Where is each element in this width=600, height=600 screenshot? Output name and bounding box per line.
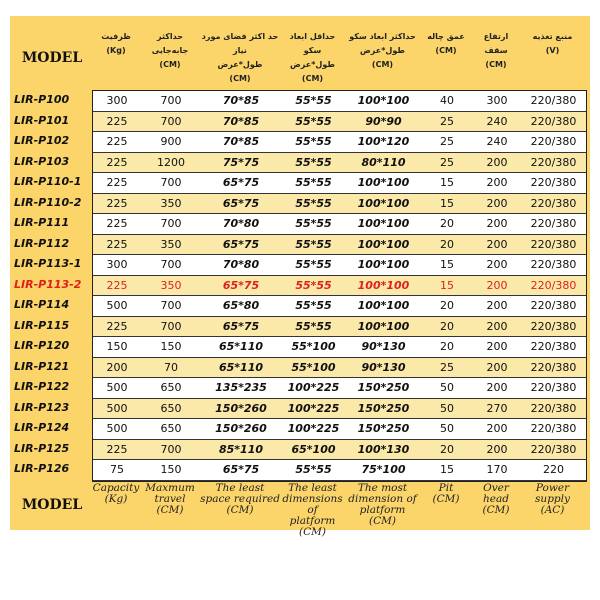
model-name: LIR-P110-2 (14, 195, 82, 209)
spec-table-body (92, 90, 587, 482)
cell-power: 220/380 (530, 319, 577, 333)
cell-pit: 20 (440, 299, 454, 313)
cell-travel: 700 (160, 319, 182, 333)
cell-pit: 20 (440, 319, 454, 333)
cell-travel: 150 (160, 463, 182, 477)
footer-line: dimension of (348, 493, 417, 505)
cell-power: 220/380 (530, 381, 577, 395)
header-col-min_plat (280, 30, 345, 86)
model-name: LIR-P125 (14, 441, 70, 455)
header-unit: (V) (545, 46, 560, 55)
header-title: حداکثر جابه‌جایی (151, 32, 189, 55)
cell-cap: 300 (106, 94, 128, 107)
cell-space: 85*110 (218, 442, 264, 456)
cell-min_plat: 55*55 (295, 94, 332, 107)
footer-line: (CM) (369, 515, 396, 527)
cell-space: 65*75 (222, 319, 260, 333)
model-header-label: MODEL (21, 50, 83, 66)
footer-col-space (200, 483, 280, 516)
footer-line: platform (289, 515, 336, 527)
model-name: LIR-P126 (14, 462, 70, 476)
footer-line: Pit (438, 482, 454, 494)
footer-line: dimensions of (282, 493, 343, 516)
table-row (93, 460, 586, 481)
cell-max_plat: 100*120 (357, 135, 410, 149)
table-row (93, 296, 586, 317)
table-row (93, 440, 586, 461)
cell-overhead: 200 (486, 340, 508, 354)
cell-travel: 700 (160, 94, 182, 107)
cell-max_plat: 75*100 (361, 463, 406, 477)
table-row (93, 235, 586, 256)
header-col-pit (420, 30, 472, 58)
cell-travel: 350 (160, 237, 182, 251)
cell-cap: 225 (106, 135, 128, 149)
cell-power: 220/380 (530, 196, 577, 210)
cell-space: 65*110 (218, 360, 264, 374)
cell-power: 220/380 (530, 217, 577, 231)
cell-power: 220/380 (530, 155, 577, 169)
table-row (93, 91, 586, 112)
cell-min_plat: 55*55 (295, 278, 332, 292)
cell-space: 65*75 (222, 278, 260, 292)
model-name: LIR-P111 (14, 216, 70, 230)
cell-cap: 200 (106, 360, 128, 374)
cell-overhead: 200 (486, 360, 508, 374)
table-row (93, 378, 586, 399)
header-unit: (CM) (435, 46, 457, 55)
header-col-overhead (472, 30, 520, 72)
cell-power: 220/380 (530, 422, 577, 436)
cell-pit: 25 (440, 155, 454, 169)
cell-cap: 225 (106, 237, 128, 251)
cell-pit: 50 (440, 401, 454, 415)
cell-overhead: 200 (486, 422, 508, 436)
table-row (93, 194, 586, 215)
cell-power: 220/380 (530, 299, 577, 313)
cell-cap: 225 (106, 176, 128, 190)
model-name: LIR-P123 (14, 400, 70, 414)
model-name: LIR-P124 (14, 421, 70, 435)
header-title: حداکثر ابعاد سکو (349, 32, 416, 41)
model-name: LIR-P113-2 (14, 277, 82, 291)
cell-max_plat: 80*110 (361, 155, 406, 169)
cell-power: 220/380 (530, 94, 577, 107)
footer-line: (Kg) (104, 493, 128, 505)
header-title: ظرفیت (101, 32, 131, 41)
cell-pit: 20 (440, 340, 454, 354)
header-unit: (CM) (229, 74, 251, 83)
cell-min_plat: 100*225 (287, 401, 340, 415)
cell-max_plat: 100*100 (357, 299, 410, 313)
cell-min_plat: 55*55 (295, 135, 332, 149)
cell-max_plat: 100*100 (357, 196, 410, 210)
cell-cap: 500 (106, 422, 128, 436)
cell-space: 75*75 (222, 155, 260, 169)
cell-cap: 225 (106, 196, 128, 210)
cell-max_plat: 100*100 (357, 319, 410, 333)
cell-min_plat: 55*55 (295, 237, 332, 251)
cell-cap: 500 (106, 401, 128, 415)
footer-line: The most (357, 482, 408, 494)
footer-line: (CM) (482, 504, 510, 516)
cell-min_plat: 55*55 (295, 463, 332, 477)
header-unit: (CM) (485, 60, 507, 69)
cell-travel: 70 (164, 360, 178, 374)
footer-col-min_plat (280, 483, 345, 538)
footer-line: space required (200, 493, 280, 505)
cell-max_plat: 150*250 (357, 381, 410, 395)
cell-power: 220/380 (530, 340, 577, 354)
model-name: LIR-P122 (14, 380, 70, 394)
table-row (93, 419, 586, 440)
cell-travel: 350 (160, 278, 182, 292)
model-name: LIR-P100 (14, 93, 70, 106)
cell-overhead: 300 (486, 94, 508, 107)
cell-max_plat: 100*100 (357, 217, 410, 231)
cell-travel: 700 (160, 299, 182, 313)
cell-max_plat: 100*100 (357, 94, 410, 107)
cell-travel: 900 (160, 135, 182, 149)
header-title: عمق چاله (427, 32, 465, 41)
header-col-cap (92, 30, 140, 58)
cell-cap: 300 (106, 258, 128, 272)
cell-power: 220 (543, 463, 564, 477)
cell-overhead: 200 (486, 319, 508, 333)
cell-power: 220/380 (530, 442, 577, 456)
header-unit: (CM) (159, 60, 181, 69)
cell-max_plat: 100*130 (357, 442, 410, 456)
cell-cap: 225 (106, 319, 128, 333)
header-col-space (200, 30, 280, 86)
cell-max_plat: 150*250 (357, 401, 410, 415)
cell-min_plat: 65*100 (291, 442, 336, 456)
cell-min_plat: 55*55 (295, 176, 332, 190)
cell-pit: 20 (440, 442, 454, 456)
table-row (93, 399, 586, 420)
footer-line: supply (535, 493, 570, 505)
header-col-max_plat (345, 30, 420, 72)
cell-min_plat: 55*100 (291, 360, 336, 374)
cell-power: 220/380 (530, 114, 577, 128)
model-name: LIR-P101 (14, 113, 70, 127)
cell-min_plat: 55*55 (295, 319, 332, 333)
header-title: منبع تغذیه (532, 32, 573, 41)
cell-min_plat: 55*55 (295, 258, 332, 272)
cell-travel: 150 (160, 340, 182, 354)
cell-travel: 700 (160, 176, 182, 190)
cell-pit: 50 (440, 422, 454, 436)
cell-cap: 225 (106, 155, 128, 169)
cell-pit: 20 (440, 217, 454, 231)
cell-cap: 225 (106, 278, 128, 292)
table-row (93, 276, 586, 297)
cell-overhead: 240 (486, 135, 508, 149)
cell-space: 70*85 (222, 135, 260, 149)
cell-overhead: 200 (486, 278, 508, 292)
footer-line: (CM) (226, 504, 254, 516)
footer-line: The least (288, 482, 337, 494)
footer-line: Capacity (92, 482, 140, 494)
header-subtitle: طول*عرض (360, 46, 405, 55)
cell-pit: 15 (440, 278, 454, 292)
cell-cap: 150 (106, 340, 128, 354)
header-unit: (CM) (301, 74, 324, 83)
footer-line: travel (154, 493, 186, 505)
cell-max_plat: 100*100 (357, 237, 410, 251)
cell-min_plat: 55*100 (291, 340, 336, 354)
cell-cap: 500 (106, 299, 128, 313)
model-name: LIR-P102 (14, 134, 70, 148)
table-row (93, 337, 586, 358)
cell-space: 65*80 (222, 299, 260, 313)
footer-col-cap (92, 483, 140, 505)
cell-power: 220/380 (530, 401, 577, 415)
cell-cap: 225 (106, 442, 128, 456)
cell-space: 70*85 (222, 114, 260, 128)
cell-travel: 650 (160, 422, 182, 436)
model-name: LIR-P120 (14, 339, 70, 353)
cell-space: 65*75 (222, 237, 260, 251)
cell-overhead: 200 (486, 217, 508, 231)
cell-max_plat: 90*130 (361, 340, 406, 354)
header-subtitle: طول*عرض (217, 60, 263, 69)
cell-min_plat: 100*225 (287, 422, 340, 436)
cell-overhead: 200 (486, 196, 508, 210)
cell-overhead: 270 (486, 401, 508, 415)
cell-overhead: 200 (486, 442, 508, 456)
cell-min_plat: 55*55 (295, 217, 332, 231)
header-unit: (CM) (371, 60, 394, 69)
cell-cap: 225 (106, 114, 128, 128)
table-row (93, 214, 586, 235)
model-name: LIR-P113-1 (14, 257, 82, 271)
footer-line: Power (535, 482, 570, 494)
cell-power: 220/380 (530, 278, 577, 292)
cell-power: 220/380 (530, 135, 577, 149)
cell-max_plat: 100*100 (357, 176, 410, 190)
model-name: LIR-P114 (14, 298, 70, 312)
footer-line: (CM) (156, 504, 184, 516)
cell-pit: 15 (440, 463, 454, 477)
cell-space: 150*260 (215, 422, 267, 436)
cell-pit: 40 (440, 94, 454, 107)
cell-overhead: 200 (486, 155, 508, 169)
cell-power: 220/380 (530, 258, 577, 272)
footer-line: (CM) (432, 493, 460, 505)
cell-cap: 500 (106, 381, 128, 395)
model-name: LIR-P110-1 (14, 175, 82, 189)
cell-space: 65*110 (218, 340, 264, 354)
footer-col-overhead (472, 483, 520, 516)
footer-line: Maxmum (145, 482, 195, 494)
cell-cap: 75 (110, 463, 124, 477)
footer-line: Over head (483, 482, 509, 505)
cell-overhead: 240 (486, 114, 508, 128)
cell-overhead: 200 (486, 237, 508, 251)
cell-max_plat: 100*100 (357, 278, 410, 292)
cell-travel: 650 (160, 381, 182, 395)
cell-space: 65*75 (222, 463, 260, 477)
header-col-power (520, 30, 585, 58)
cell-pit: 50 (440, 381, 454, 395)
cell-pit: 20 (440, 237, 454, 251)
header-unit: (Kg) (106, 46, 126, 55)
cell-pit: 15 (440, 176, 454, 190)
footer-line: The least (215, 482, 265, 494)
cell-min_plat: 55*55 (295, 155, 332, 169)
cell-overhead: 200 (486, 381, 508, 395)
header-col-travel (140, 30, 200, 72)
cell-overhead: 200 (486, 258, 508, 272)
cell-max_plat: 90*90 (365, 114, 402, 128)
cell-space: 70*80 (222, 258, 260, 272)
header-title: ارتفاع سقف (483, 32, 509, 55)
cell-pit: 25 (440, 135, 454, 149)
cell-space: 65*75 (222, 176, 260, 190)
cell-travel: 650 (160, 401, 182, 415)
cell-overhead: 170 (486, 463, 508, 477)
header-subtitle: طول*عرض (290, 60, 335, 69)
cell-power: 220/380 (530, 176, 577, 190)
cell-pit: 25 (440, 360, 454, 374)
cell-max_plat: 150*250 (357, 422, 410, 436)
cell-space: 135*235 (215, 381, 267, 395)
cell-power: 220/380 (530, 360, 577, 374)
table-row (93, 153, 586, 174)
footer-line: platform (359, 504, 406, 516)
cell-travel: 700 (160, 114, 182, 128)
cell-min_plat: 55*55 (295, 196, 332, 210)
cell-travel: 350 (160, 196, 182, 210)
cell-overhead: 200 (486, 176, 508, 190)
footer-col-pit (420, 483, 472, 505)
cell-cap: 225 (106, 217, 128, 231)
cell-min_plat: 55*55 (295, 299, 332, 313)
cell-max_plat: 90*130 (361, 360, 406, 374)
cell-space: 70*85 (222, 94, 260, 107)
table-row (93, 132, 586, 153)
cell-pit: 25 (440, 114, 454, 128)
cell-travel: 1200 (157, 155, 185, 169)
footer-line: (CM) (299, 526, 326, 538)
cell-overhead: 200 (486, 299, 508, 313)
model-name: LIR-P121 (14, 359, 70, 373)
cell-space: 65*75 (222, 196, 260, 210)
cell-min_plat: 55*55 (295, 114, 332, 128)
table-row (93, 255, 586, 276)
footer-line: (AC) (540, 504, 565, 516)
cell-space: 70*80 (222, 217, 260, 231)
cell-travel: 700 (160, 258, 182, 272)
footer-col-travel (140, 483, 200, 516)
cell-min_plat: 100*225 (287, 381, 340, 395)
cell-pit: 15 (440, 258, 454, 272)
header-title: حد اکثر فضای مورد نیاز (201, 32, 279, 55)
model-name: LIR-P112 (14, 236, 70, 250)
model-name: LIR-P115 (14, 318, 70, 332)
footer-col-power (520, 483, 585, 516)
table-row (93, 317, 586, 338)
model-name: LIR-P103 (14, 154, 70, 168)
table-row (93, 173, 586, 194)
cell-travel: 700 (160, 217, 182, 231)
model-footer-label: MODEL (21, 497, 83, 513)
header-title: حداقل ابعاد سکو (289, 32, 336, 55)
cell-pit: 15 (440, 196, 454, 210)
cell-max_plat: 100*100 (357, 258, 410, 272)
cell-space: 150*260 (215, 401, 267, 415)
cell-travel: 700 (160, 442, 182, 456)
cell-power: 220/380 (530, 237, 577, 251)
table-row (93, 112, 586, 133)
table-row (93, 358, 586, 379)
footer-col-max_plat (345, 483, 420, 527)
